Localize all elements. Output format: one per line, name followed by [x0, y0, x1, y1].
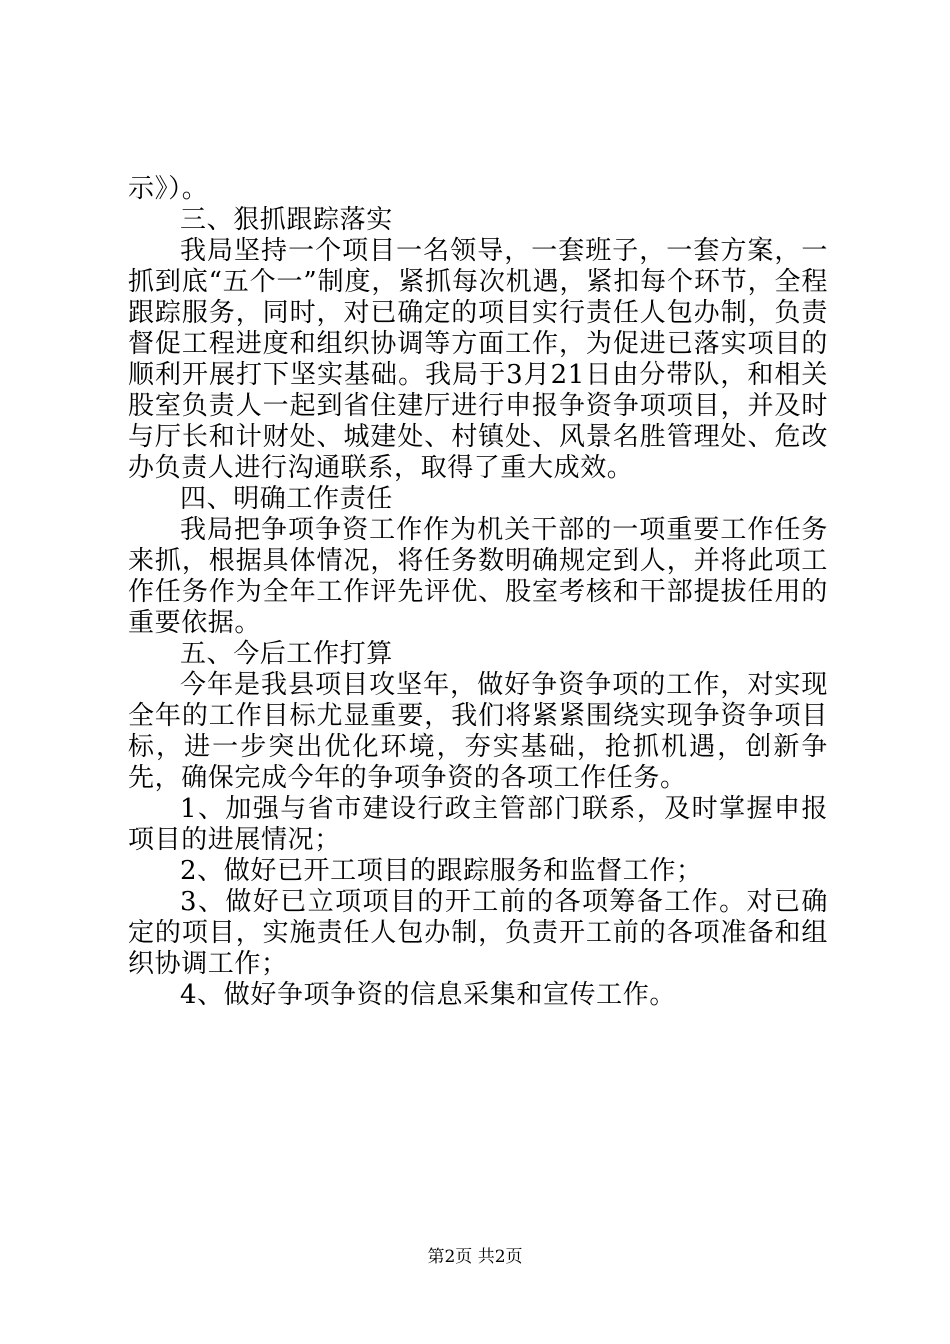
- list-item: 3、做好已立项项目的开工前的各项筹备工作。对已确定的项目，实施责任人包办制，负责开工前的各项准备和组织协调工作；: [128, 887, 828, 979]
- paragraph-continuation: 示》）。: [128, 174, 209, 204]
- paragraph: 今年是我县项目攻坚年，做好争资争项的工作，对实现全年的工作目标尤显重要，我们将紧紧围绕实现争资争项目标，进一步突出优化环境，夯实基础，抢抓机遇，创新争先，确保完成今年的争项争资的各项工作任务。: [128, 670, 828, 793]
- section-heading-4: 四、明确工作责任: [180, 484, 393, 514]
- page-number-footer: 第2页 共2页: [427, 1247, 523, 1267]
- list-item: 1、加强与省市建设行政主管部门联系，及时掌握申报项目的进展情况；: [128, 794, 828, 855]
- document-body: [128, 174, 828, 1011]
- paragraph: 我局把争项争资工作作为机关干部的一项重要工作任务来抓，根据具体情况，将任务数明确规定到人，并将此项工作任务作为全年工作评先评优、股室考核和干部提拔任用的重要依据。: [128, 515, 828, 638]
- list-item: 4、做好争项争资的信息采集和宣传工作。: [180, 980, 676, 1010]
- paragraph: 我局坚持一个项目一名领导，一套班子，一套方案，一抓到底“五个一”制度，紧抓每次机遇，紧扣每个环节，全程跟踪服务，同时，对已确定的项目实行责任人包办制，负责督促工程进度和组织协调等方面工作，为促进已落实项目的顺利开展打下坚实基础。我局于3月21日由分带队，和相关股室负责人一起到省住建厅进行申报争资争项项目，并及时与厅长和计财处、城建处、村镇处、风景名胜管理处、危改办负责人进行沟通联系，取得了重大成效。: [128, 236, 828, 483]
- section-heading-3: 三、狠抓跟踪落实: [180, 205, 393, 235]
- section-heading-5: 五、今后工作打算: [180, 639, 393, 669]
- list-item: 2、做好已开工项目的跟踪服务和监督工作；: [180, 856, 703, 886]
